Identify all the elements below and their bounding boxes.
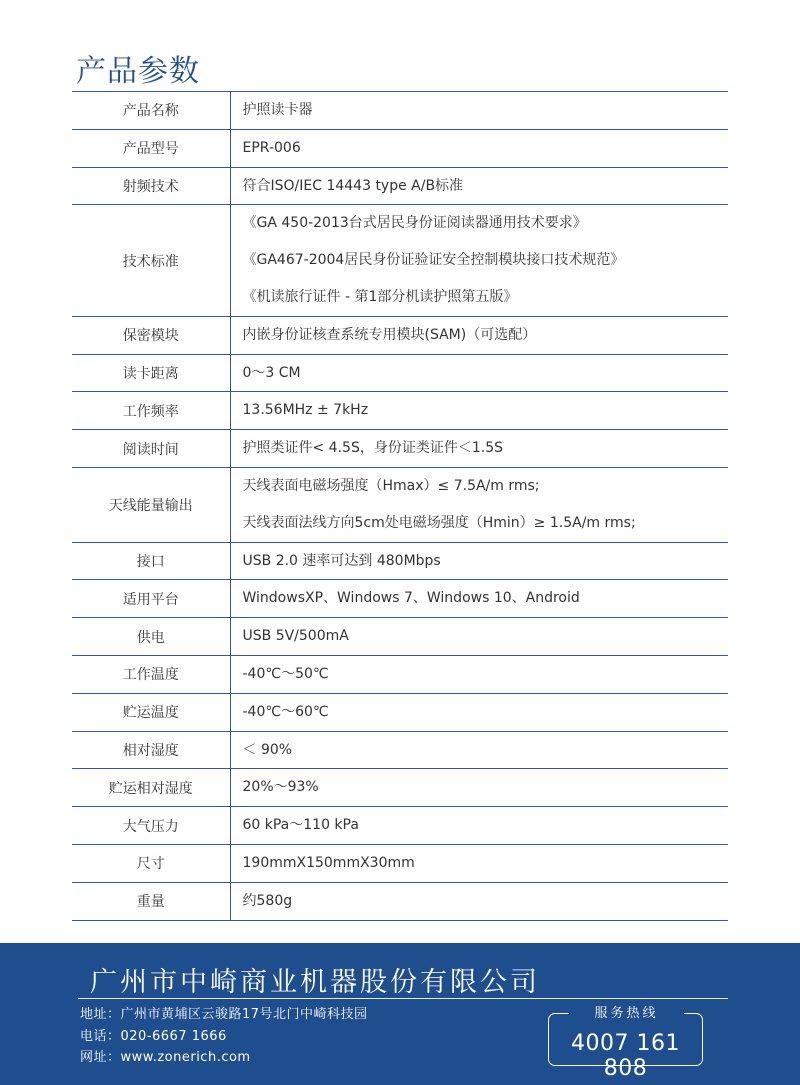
spec-value: [230, 92, 728, 130]
spec-value-line: 约580g: [242, 892, 293, 909]
spec-label: 阅读时间: [72, 430, 230, 468]
spec-label: 供电: [72, 618, 230, 656]
hotline-number[interactable]: 4007 161 808: [571, 1031, 680, 1081]
table-row: [72, 92, 728, 130]
spec-value: [230, 392, 728, 430]
spec-value: [230, 731, 728, 769]
table-row: [72, 392, 728, 430]
table-row: [72, 769, 728, 807]
address-text: 地址：广州市黄埔区云骏路17号北门中崎科技园: [80, 1007, 368, 1022]
spec-table: [72, 91, 728, 921]
table-row: [72, 693, 728, 731]
spec-label: 工作频率: [72, 392, 230, 430]
table-row: [72, 354, 728, 392]
table-row: [72, 467, 728, 542]
spec-value: [230, 693, 728, 731]
spec-value-line: 护照读卡器: [242, 102, 313, 118]
spec-value: [230, 580, 728, 618]
spec-label: 技术标准: [72, 205, 230, 316]
spec-value-line: 天线表面法线方向5cm处电磁场强度（Hmin）≥ 1.5A/m rms;: [242, 514, 636, 531]
spec-label: 天线能量输出: [72, 467, 230, 542]
spec-label: 产品名称: [72, 92, 230, 130]
spec-value: [230, 316, 728, 354]
hotline-box: [548, 1006, 703, 1081]
spec-value-line: 天线表面电磁场强度（Hmax）≤ 7.5A/m rms;: [242, 477, 540, 494]
spec-value: [230, 618, 728, 656]
spec-value-line: -40℃～60℃: [242, 703, 329, 720]
spec-value-line: 0～3 CM: [242, 364, 301, 381]
spec-label: 接口: [72, 542, 230, 580]
table-row: [72, 807, 728, 845]
table-row: [72, 844, 728, 882]
company-name: 广州市中崎商业机器股份有限公司: [90, 967, 540, 998]
page-title: 产品参数: [76, 54, 200, 89]
spec-value-line: EPR-006: [242, 139, 301, 156]
spec-label: 重量: [72, 882, 230, 920]
spec-value: [230, 354, 728, 392]
table-row: [72, 542, 728, 580]
phone-text: 电话：020-6667 1666: [80, 1029, 227, 1044]
spec-label: 保密模块: [72, 316, 230, 354]
spec-value-line: 内嵌身份证核查系统专用模块(SAM)（可选配）: [242, 326, 537, 343]
spec-label: 尺寸: [72, 844, 230, 882]
spec-value: [230, 542, 728, 580]
spec-value-line: 护照类证件< 4.5S，身份证类证件＜1.5S: [242, 440, 503, 457]
spec-value: [230, 844, 728, 882]
table-row: [72, 430, 728, 468]
spec-value: [230, 769, 728, 807]
spec-value-line: 190mmX150mmX30mm: [242, 854, 415, 871]
footer-divider: [78, 998, 728, 999]
spec-value: [230, 430, 728, 468]
footer: [0, 943, 800, 1085]
spec-value-line: ＜ 90%: [242, 741, 293, 758]
website-link[interactable]: 网址：www.zonerich.com: [80, 1050, 251, 1065]
spec-value: [230, 167, 728, 205]
spec-value-line: USB 5V/500mA: [242, 628, 349, 645]
spec-value: [230, 655, 728, 693]
spec-value-line: 《机读旅行证件 - 第1部分机读护照第五版》: [242, 288, 518, 305]
spec-label: 适用平台: [72, 580, 230, 618]
spec-value-line: 13.56MHz ± 7kHz: [242, 402, 369, 419]
spec-value-line: WindowsXP、Windows 7、Windows 10、Android: [242, 590, 580, 607]
hotline-label: 服务热线: [569, 1005, 684, 1022]
table-row: [72, 655, 728, 693]
spec-label: 产品型号: [72, 129, 230, 167]
spec-label: 读卡距离: [72, 354, 230, 392]
spec-label: 相对湿度: [72, 731, 230, 769]
spec-label: 工作温度: [72, 655, 230, 693]
table-row: [72, 731, 728, 769]
spec-value-line: 《GA467-2004居民身份证验证安全控制模块接口技术规范》: [242, 252, 625, 269]
table-row: [72, 882, 728, 920]
spec-value-line: 60 kPa～110 kPa: [242, 817, 359, 834]
spec-label: 射频技术: [72, 167, 230, 205]
table-row: [72, 316, 728, 354]
spec-value-line: 符合ISO/IEC 14443 type A/B标准: [242, 177, 464, 194]
spec-value: [230, 129, 728, 167]
spec-value-line: 《GA 450-2013台式居民身份证阅读器通用技术要求》: [242, 215, 587, 232]
table-row: [72, 205, 728, 316]
table-row: [72, 618, 728, 656]
table-row: [72, 167, 728, 205]
spec-value: [230, 807, 728, 845]
spec-value-line: USB 2.0 速率可达到 480Mbps: [242, 552, 441, 569]
spec-label: 贮运相对湿度: [72, 769, 230, 807]
table-row: [72, 129, 728, 167]
spec-value-line: -40℃～50℃: [242, 665, 329, 682]
spec-value: [230, 882, 728, 920]
spec-value: [230, 205, 728, 316]
spec-label: 贮运温度: [72, 693, 230, 731]
spec-value-line: 20%～93%: [242, 779, 319, 796]
spec-label: 大气压力: [72, 807, 230, 845]
table-row: [72, 580, 728, 618]
spec-value: [230, 467, 728, 542]
